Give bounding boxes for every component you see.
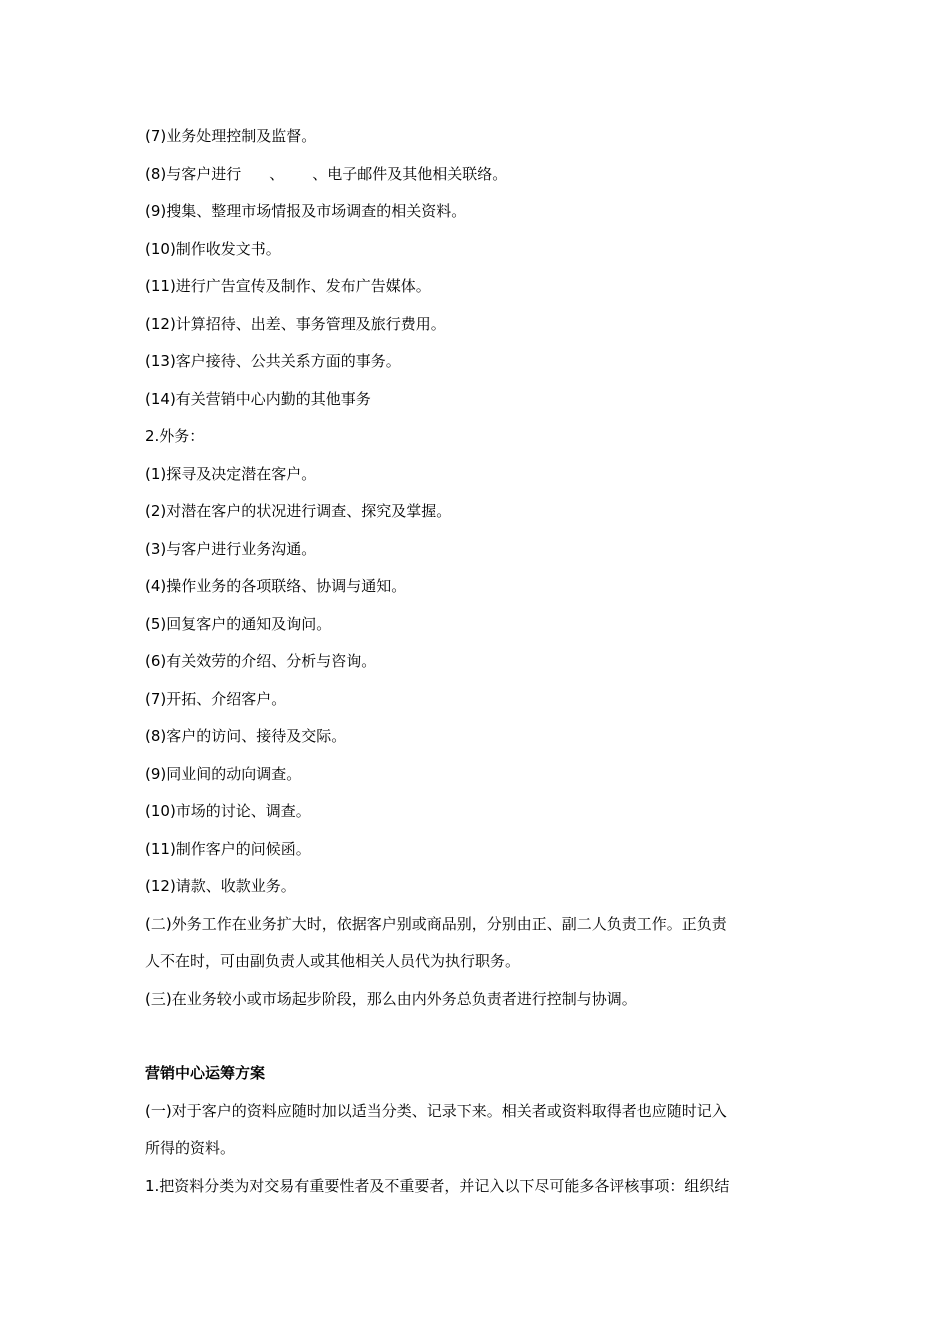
paragraph-line: (10)市场的讨论、调查。 (145, 802, 311, 820)
paragraph-line: 1.把资料分类为对交易有重要性者及不重要者，并记入以下尽可能多各评核事项：组织结 (145, 1176, 730, 1195)
paragraph-line: (2)对潜在客户的状况进行调查、探究及掌握。 (145, 502, 452, 520)
paragraph-line: (12)计算招待、出差、事务管理及旅行费用。 (145, 314, 446, 333)
paragraph-line: (9)同业间的动向调查。 (145, 764, 302, 783)
paragraph-line: (1)探寻及决定潜在客户。 (145, 464, 317, 483)
document-body (145, 118, 815, 1205)
paragraph-line: (8)客户的访问、接待及交际。 (145, 727, 347, 745)
paragraph-line: (三)在业务较小或市场起步阶段，那么由内外务总负责者进行控制与协调。 (145, 989, 637, 1008)
paragraph-line: (4)操作业务的各项联络、协调与通知。 (145, 577, 407, 595)
paragraph-line: (9)搜集、整理市场情报及市场调查的相关资料。 (145, 202, 467, 220)
section-label: 2.外务： (145, 427, 205, 445)
section-heading: 营销中心运筹方案 (145, 1064, 266, 1082)
paragraph-line: (11)制作客户的问候函。 (145, 839, 311, 858)
contact-separator: 、 (269, 164, 285, 183)
paragraph-line: (7)业务处理控制及监督。 (145, 127, 317, 145)
paragraph-line: (3)与客户进行业务沟通。 (145, 539, 317, 558)
paragraph-line: (13)客户接待、公共关系方面的事务。 (145, 352, 401, 370)
paragraph-line: (7)开拓、介绍客户。 (145, 689, 287, 708)
paragraph-line-contact (145, 156, 815, 194)
paragraph-line: (11)进行广告宣传及制作、发布广告媒体。 (145, 277, 431, 295)
paragraph-line: (二)外务工作在业务扩大时，依据客户别或商品别，分别由正、副二人负责工作。正负责 (145, 914, 727, 933)
paragraph-line: (5)回复客户的通知及询问。 (145, 614, 332, 633)
contact-prefix: (8)与客户进行 (145, 164, 242, 183)
paragraph-line: 所得的资料。 (145, 1139, 236, 1157)
paragraph-line: (一)对于客户的资料应随时加以适当分类、记录下来。相关者或资料取得者也应随时记入 (145, 1101, 727, 1120)
paragraph-line: (14)有关营销中心内勤的其他事务 (145, 389, 371, 408)
paragraph-line: 人不在时，可由副负责人或其他相关人员代为执行职务。 (145, 952, 521, 970)
paragraph-line: (10)制作收发文书。 (145, 239, 281, 258)
paragraph-line: (6)有关效劳的介绍、分析与咨询。 (145, 652, 377, 670)
paragraph-line: (12)请款、收款业务。 (145, 877, 296, 895)
contact-suffix: 、电子邮件及其他相关联络。 (312, 164, 508, 183)
